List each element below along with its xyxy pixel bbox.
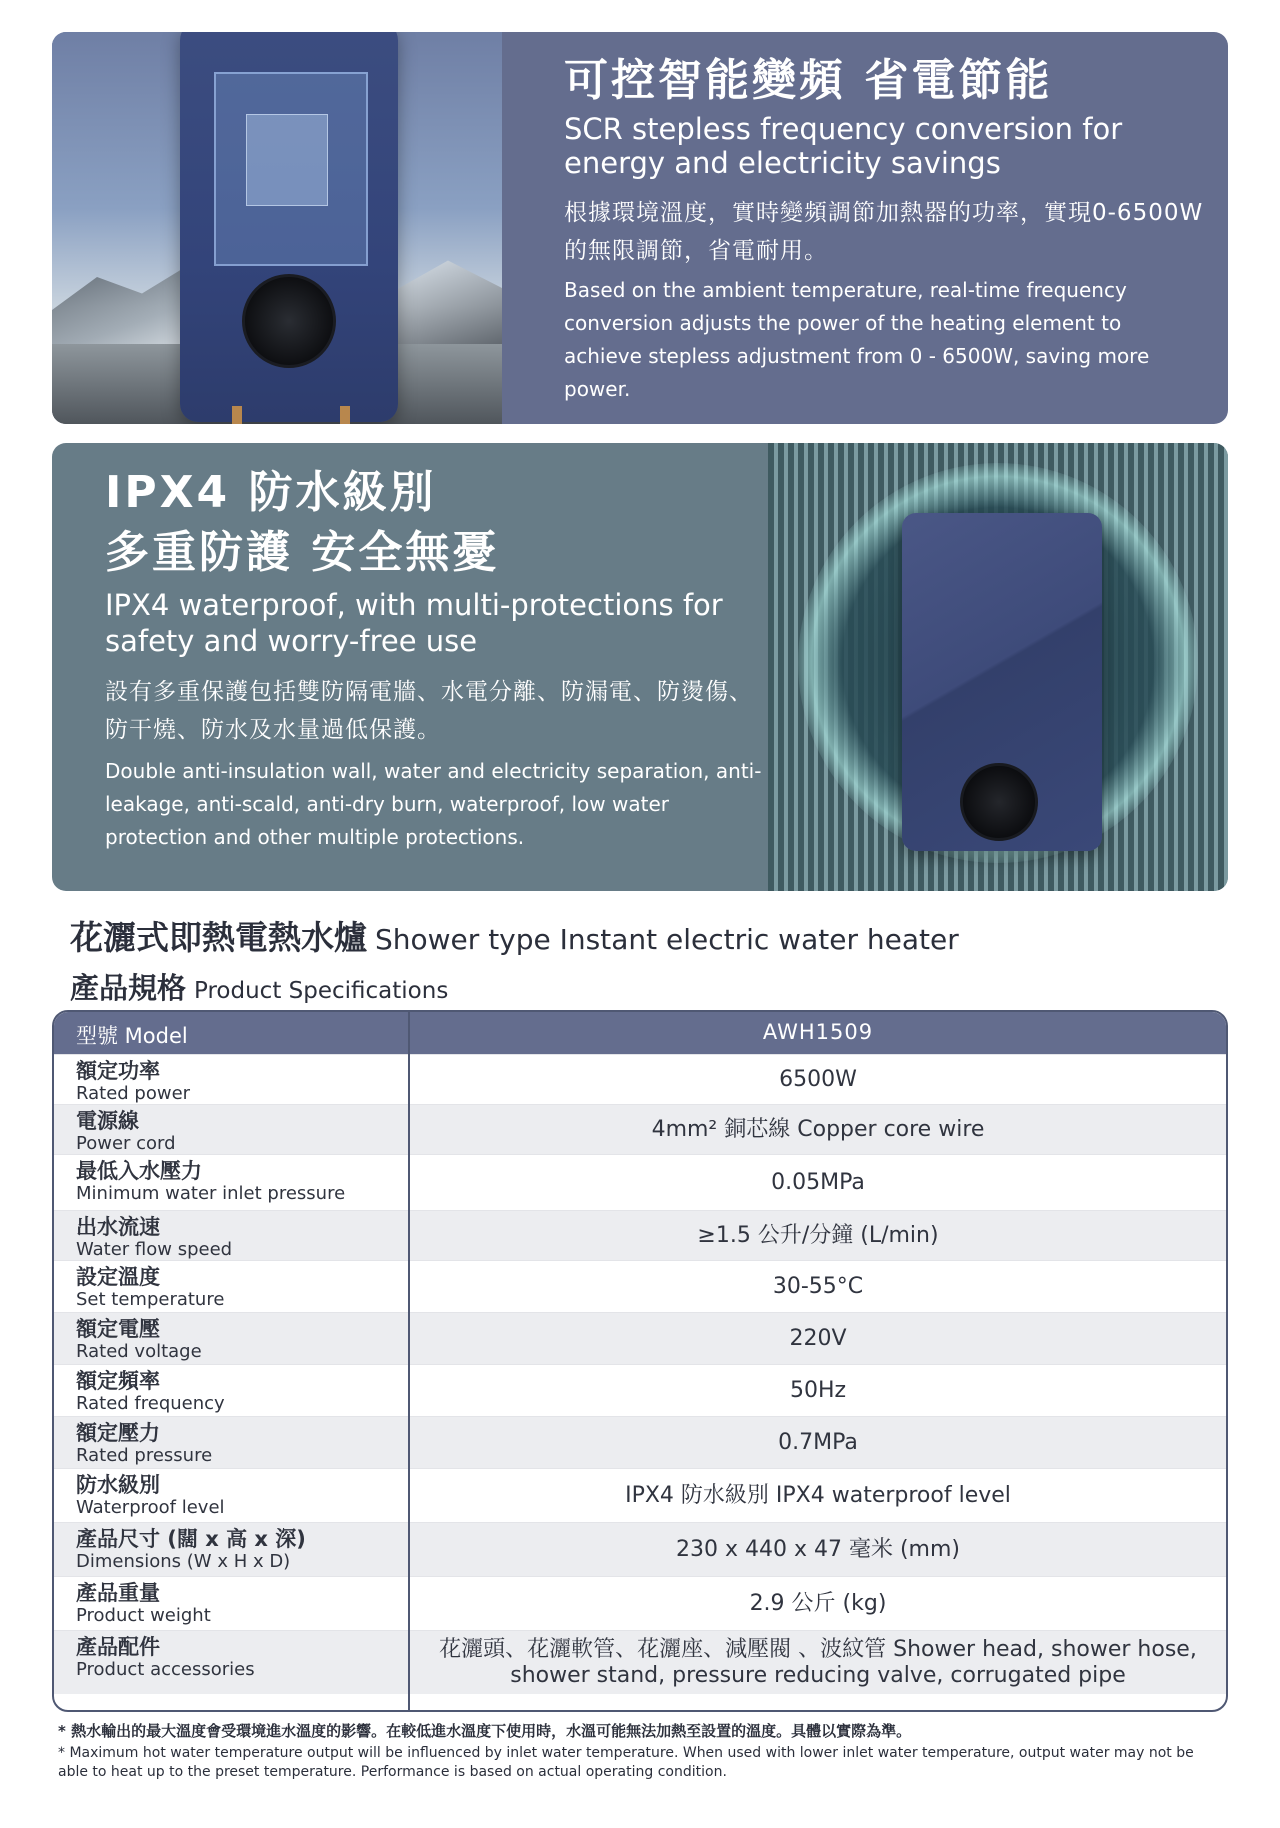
spec-label-zh: 最低入水壓力 [76, 1159, 202, 1183]
spec-label-en: Rated voltage [76, 1341, 202, 1362]
table-row [54, 1576, 1226, 1630]
water-heater-illustration [180, 32, 398, 422]
spec-label-zh: 電源線 [76, 1109, 139, 1133]
ipx4-description-zh: 設有多重保護包括雙防隔電牆、水電分離、防漏電、防燙傷、防干燒、防水及水量過低保護。 [105, 679, 753, 743]
water-heater-product-image [768, 443, 1228, 891]
scr-feature-banner [52, 32, 1228, 424]
spec-label-zh: 額定壓力 [76, 1421, 160, 1445]
spec-label-zh: 防水級別 [76, 1473, 160, 1497]
footnote-zh: * 熱水輸出的最大溫度會受環境進水溫度的影響。在較低進水溫度下使用時，水溫可能無法加熱至設置的溫度。具體以實際為準。 [58, 1722, 912, 1740]
ipx4-feature-banner [52, 443, 1228, 891]
spec-value: 220V [789, 1325, 847, 1351]
water-heater-illustration [902, 513, 1102, 851]
ipx4-feature-text [105, 463, 765, 854]
spec-label-en: Product weight [76, 1605, 211, 1626]
spec-value: IPX4 防水級別 IPX4 waterproof level [625, 1482, 1011, 1508]
circuit-board-illustration [214, 72, 368, 266]
spec-label-en: Product accessories [76, 1659, 255, 1680]
spec-label [76, 1369, 406, 1415]
table-row [54, 1364, 1226, 1416]
specifications-heading [70, 966, 448, 1007]
pipe-icon [232, 406, 242, 424]
spec-value: 2.9 公斤 (kg) [749, 1590, 887, 1616]
footnotes [58, 1722, 1228, 1782]
spec-label [76, 1473, 406, 1519]
scr-feature-text [564, 52, 1204, 406]
pipe-icon [340, 406, 350, 424]
spec-label-zh: 額定頻率 [76, 1369, 160, 1393]
model-header-value: AWH1509 [762, 1020, 874, 1044]
spec-label [76, 1581, 406, 1627]
spec-label-en: Waterproof level [76, 1497, 225, 1518]
ipx4-title-zh-line1: IPX4 防水級別 [105, 467, 437, 518]
water-heater-product-image [52, 32, 502, 424]
spec-value: 0.05MPa [771, 1169, 865, 1195]
spec-label-en: Rated power [76, 1083, 191, 1104]
scr-description-en: Based on the ambient temperature, real-time frequency conversion adjusts the power of the heating element to achieve stepless adjustment from 0 - 6500W, saving more power. [564, 278, 1150, 401]
spec-label-en: Dimensions (W x H x D) [76, 1551, 291, 1572]
spec-label [76, 1159, 406, 1205]
spec-label [76, 1109, 406, 1155]
table-row [54, 1054, 1226, 1104]
spec-value: 230 x 440 x 47 毫米 (mm) [675, 1536, 960, 1562]
scr-description-zh: 根據環境溫度，實時變頻調節加熱器的功率，實現0-6500W的無限調節，省電耐用。 [564, 200, 1204, 264]
spec-label-en: Rated pressure [76, 1445, 213, 1466]
spec-value: 4mm² 銅芯線 Copper core wire [651, 1116, 985, 1142]
spec-label [76, 1265, 406, 1311]
spec-label-en: Power cord [76, 1133, 176, 1154]
ipx4-title-en: IPX4 waterproof, with multi-protections for safety and worry-free use [105, 588, 723, 658]
table-body [54, 1054, 1226, 1694]
spec-value: 6500W [779, 1066, 857, 1092]
spec-value: 50Hz [789, 1377, 847, 1403]
table-row [54, 1468, 1226, 1522]
control-dial-icon [242, 274, 336, 368]
scr-title-en: SCR stepless frequency conversion for energy and electricity savings [564, 112, 1123, 180]
table-header [54, 1012, 1226, 1054]
spec-label-zh: 設定溫度 [76, 1265, 160, 1289]
spec-label-zh: 額定功率 [76, 1059, 160, 1083]
spec-value: 30-55°C [772, 1273, 864, 1299]
product-heading [70, 912, 1220, 959]
spec-label [76, 1215, 406, 1261]
spec-label-zh: 產品重量 [76, 1581, 160, 1605]
spec-value: ≥1.5 公升/分鐘 (L/min) [697, 1222, 939, 1248]
specifications-heading-en: Product Specifications [194, 978, 449, 1004]
control-dial-icon [960, 763, 1038, 841]
spec-label [76, 1317, 406, 1363]
spec-label-zh: 產品尺寸 (闊 x 高 x 深) [76, 1527, 306, 1551]
ipx4-title-zh-line2: 多重防護 安全無憂 [105, 527, 500, 578]
footnote-en: * Maximum hot water temperature output will be influenced by inlet water temperature. When used with lower inlet water temperature, output water may not be able to heat up to the preset temperature. Performance is based on actual operating condition. [58, 1745, 1194, 1780]
table-row [54, 1630, 1226, 1694]
product-heading-en: Shower type Instant electric water heater [375, 923, 959, 956]
specifications-table [52, 1010, 1228, 1712]
table-row [54, 1522, 1226, 1576]
model-header-label: 型號 Model [76, 1024, 188, 1048]
specifications-heading-zh: 產品規格 [70, 971, 187, 1005]
product-heading-zh: 花灑式即熱電熱水爐 [70, 918, 367, 957]
spec-label-zh: 出水流速 [76, 1215, 160, 1239]
spec-label-en: Water flow speed [76, 1239, 233, 1260]
spec-label [76, 1059, 406, 1105]
table-row [54, 1104, 1226, 1154]
spec-label-en: Set temperature [76, 1289, 225, 1310]
ipx4-description-en: Double anti-insulation wall, water and electricity separation, anti-leakage, anti-scald, anti-dry burn, waterproof, low water protection and other multiple protections. [105, 759, 762, 849]
table-row [54, 1260, 1226, 1312]
spec-label-zh: 產品配件 [76, 1635, 160, 1659]
spec-value: 0.7MPa [778, 1429, 858, 1455]
spec-label-zh: 額定電壓 [76, 1317, 160, 1341]
spec-label [76, 1527, 406, 1573]
scr-title-zh: 可控智能變頻 省電節能 [564, 55, 1053, 106]
spec-label [76, 1421, 406, 1467]
table-row [54, 1416, 1226, 1468]
spec-label-en: Rated frequency [76, 1393, 225, 1414]
spec-label-en: Minimum water inlet pressure [76, 1183, 346, 1204]
table-row [54, 1154, 1226, 1210]
column-divider [408, 1012, 410, 1710]
spec-label [76, 1635, 406, 1681]
table-row [54, 1312, 1226, 1364]
table-row [54, 1210, 1226, 1260]
spec-value: 花灑頭、花灑軟管、花灑座、減壓閥 、波紋管 Shower head, shower hose, shower stand, pressure reducing valve, corrugated pipe [439, 1636, 1197, 1688]
